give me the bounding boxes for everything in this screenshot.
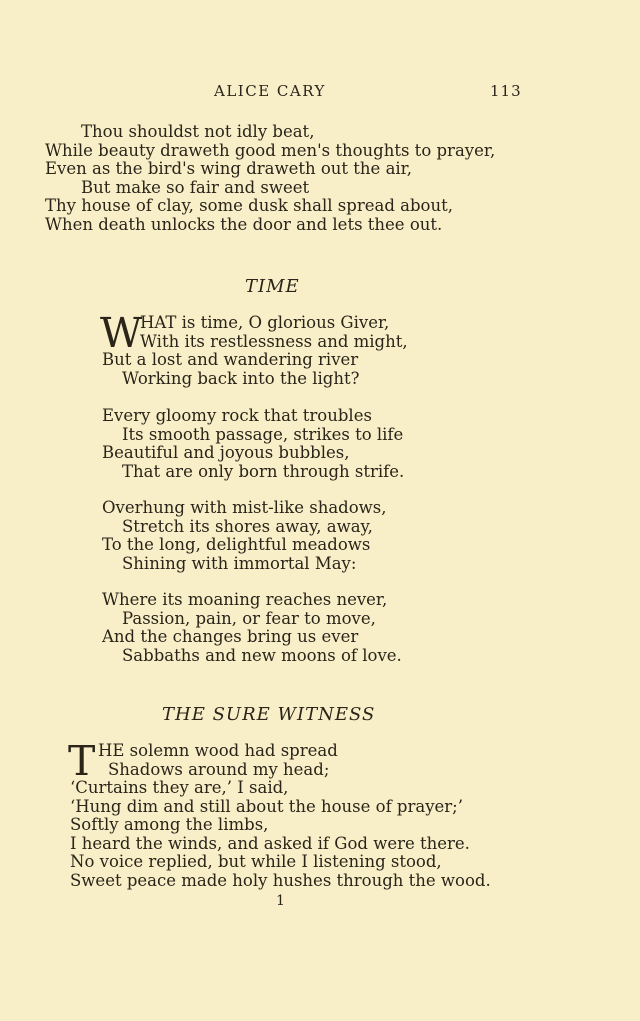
poem-line: I heard the winds, and asked if God were there. [70, 833, 470, 853]
poem-line: Stretch its shores away, away, [122, 516, 373, 536]
poem-title-time: TIME [245, 276, 300, 297]
poem-line: Overhung with mist-like shadows, [102, 498, 387, 517]
page-number: 113 [490, 82, 522, 100]
poem-line: Shining with immortal May: [122, 553, 357, 573]
poem-line: Sweet peace made holy hushes through the wood. [70, 870, 491, 890]
poem-line: To the long, delightful meadows [102, 535, 371, 554]
poem-line: Thou shouldst not idly beat, [81, 122, 315, 141]
running-head: ALICE CARY [214, 82, 326, 100]
drop-cap: T [68, 737, 96, 785]
poem-line: Its smooth passage, strikes to life [122, 424, 404, 444]
poem-line: HAT is time, O glorious Giver, [140, 313, 390, 332]
poem-line: But a lost and wandering river [102, 350, 359, 369]
poem-line: Even as the bird's wing draweth out the air, [45, 159, 413, 178]
stanza [68, 737, 491, 890]
poem-line: Softly among the limbs, [70, 815, 269, 834]
poem-title-sure-witness: THE SURE WITNESS [162, 704, 376, 725]
poem-line: ‘Hung dim and still about the house of prayer;’ [70, 796, 463, 816]
poem-line: HE solemn wood had spread [98, 741, 338, 760]
poem-line: When death unlocks the door and lets thee out. [45, 214, 443, 234]
stanza [102, 407, 404, 481]
poem-line: Where its moaning reaches never, [102, 590, 388, 609]
stanza [102, 591, 402, 665]
stanza [100, 309, 408, 388]
poem-line: No voice replied, but while I listening stood, [70, 852, 442, 871]
poem-line: Sabbaths and new moons of love. [122, 645, 402, 665]
drop-cap: W [100, 309, 143, 357]
poem-line: Every gloomy rock that troubles [102, 406, 372, 425]
poem-line: Beautiful and joyous bubbles, [102, 443, 350, 462]
signature-mark: 1 [276, 893, 285, 909]
poem-line: But make so fair and sweet [81, 177, 310, 197]
stanza [102, 499, 387, 573]
poem-line: That are only born through strife. [122, 461, 405, 481]
poem-line: Thy house of clay, some dusk shall spread about, [45, 196, 453, 215]
poem-line: Shadows around my head; [108, 759, 330, 779]
poem-line: While beauty draweth good men's thoughts to prayer, [45, 140, 496, 160]
poem-line: With its restlessness and might, [140, 331, 408, 351]
poem-line: And the changes bring us ever [102, 627, 359, 646]
poem-line: Working back into the light? [122, 368, 360, 388]
poem-line: ‘Curtains they are,’ I said, [70, 778, 289, 797]
previous-poem-ending [45, 123, 495, 234]
poem-line: Passion, pain, or fear to move, [122, 608, 376, 628]
